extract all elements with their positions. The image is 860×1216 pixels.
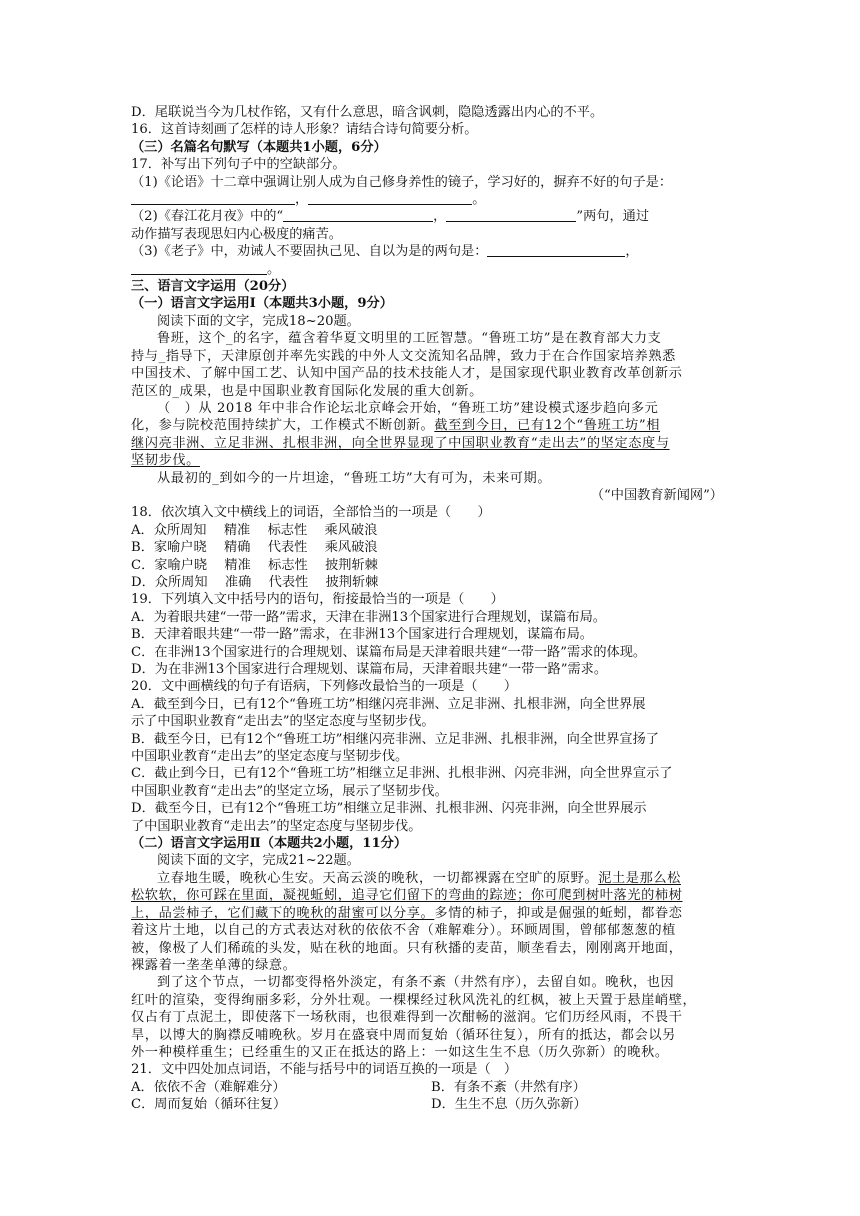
sub-heading-language-use-2: （二）语言文字运用Ⅱ（本题共2小题，11分） bbox=[131, 836, 408, 852]
question-17: 17．补写出下列句子中的空缺部分。 bbox=[131, 157, 346, 173]
q20-option-b-cont[interactable]: 中国职业教育“走出去”的坚定态度与坚韧步伐。 bbox=[131, 749, 409, 765]
underlined-sentence: 泥土是那么松 bbox=[598, 870, 681, 886]
question-16: 16．这首诗刻画了怎样的诗人形象？请结合诗句简要分析。 bbox=[131, 122, 478, 138]
underlined-sentence: 继闪亮非洲、立足非洲、扎根非洲，向全世界显现了中国职业教育“走出去”的坚定态度与 bbox=[131, 435, 670, 451]
question-19: 19．下列填入文中括号内的语句，衔接最恰当的一项是（ ） bbox=[131, 592, 504, 608]
q19-option-a[interactable]: A．为着眼共建“一带一路”需求，天津在非洲13个国家进行合理规划，谋篇布局。 bbox=[131, 609, 606, 625]
q21-option-a[interactable]: A．依依不舍（难解难分） bbox=[131, 1079, 286, 1095]
underlined-sentence: 上，品尝柿子，它们藏下的晚秋的甜蜜可以分享。 bbox=[131, 905, 435, 921]
answer-blank[interactable] bbox=[487, 243, 625, 257]
answer-blank[interactable] bbox=[131, 261, 267, 275]
answer-blank[interactable] bbox=[131, 191, 295, 205]
q15-option-d: D．尾联说当今为几杖作铭，又有什么意思，暗含讽刺，隐隐透露出内心的不平。 bbox=[131, 105, 604, 120]
q20-option-a-cont[interactable]: 示了中国职业教育“走出去”的坚定态度与坚韧步伐。 bbox=[131, 714, 435, 730]
q20-option-c-cont[interactable]: 中国职业教育“走出去”的坚定立场，展示了坚韧步伐。 bbox=[131, 783, 448, 799]
q20-option-a[interactable]: A．截至到今日，已有12个“鲁班工坊”相继闪亮非洲、立足非洲、扎根非洲，向全世界展 bbox=[131, 696, 646, 712]
q17-item-3: （3)《老子》中，劝诫人不要固执己见、自以为是的两句是： ， bbox=[131, 244, 639, 260]
answer-blank[interactable] bbox=[446, 208, 576, 222]
q21-option-d[interactable]: D．生生不息（历久弥新） bbox=[431, 1097, 587, 1113]
q18-option-c[interactable]: C．家喻户晓 精准 标志性 披荆斩棘 bbox=[131, 557, 378, 573]
q17-item-2-cont: 动作描写表现思妇内心极度的痛苦。 bbox=[131, 226, 342, 242]
q21-options-row-2 bbox=[131, 1096, 731, 1113]
q17-item-1-blanks: ， 。 bbox=[131, 191, 731, 208]
q17-item-2: （2)《春江花月夜》中的“ ， ”两句，通过 bbox=[131, 209, 650, 225]
q20-option-d[interactable]: D．截至今日，已有12个“鲁班工坊”相继立足非洲、扎根非洲、闪亮非洲，向全世界展示 bbox=[131, 801, 647, 817]
q18-option-a[interactable]: A．众所周知 精准 标志性 乘风破浪 bbox=[131, 522, 378, 538]
q19-option-d[interactable]: D．为在非洲13个国家进行合理规划、谋篇布局，天津着眼共建“一带一路”需求。 bbox=[131, 662, 608, 677]
passage-late-autumn: 立春地生暖，晚秋心生安。天高云淡的晚秋，一切都裸露在空旷的原野。泥土是那么松 松软软，你可踩在里面，凝视蚯蚓，追寻它们留下的弯曲的踪迹；你可爬到树叶落光的柿树 上，品尝柿子，它们藏下的晚秋的甜蜜可以分享。多情的柿子，抑或是倔强的蚯蚓，都眷恋 着这片土地，以自己的方式表达对秋的依依不舍（难解难分）。环顾周围，曾郁郁葱葱的植 被，像极了人们稀疏的头发，贴在秋的地面。只有秋播的麦苗，顺垄看去，刚刚离开地面， 裸露着一垄垄单薄的绿意。 到了这个节点，一切都变得格外淡定，有条不紊（井然有序），去留自如。晚秋，也因 红叶的渲染，变得绚丽多彩，分外壮观。一棵棵经过秋风洗礼的红枫，被上天置于悬崖峭壁， 仅占有丁点泥土，即使落下一场秋雨，也很难得到一次酣畅的滋润。它们历经风雨，不畏干 旱，以博大的胸襟反哺晚秋。岁月在盛衰中周而复始（循环往复），所有的抵达，都会以另 外一种模样重生；已经重生的又正在抵达的路上：一如这生生不息（历久弥新）的晚秋。 bbox=[131, 870, 731, 1061]
q19-option-c[interactable]: C．在非洲13个国家进行的合理规划、谋篇布局是天津着眼共建“一带一路”需求的体现。 bbox=[131, 644, 647, 660]
answer-blank[interactable] bbox=[308, 191, 472, 205]
q19-option-b[interactable]: B．天津着眼共建“一带一路”需求，在非洲13个国家进行合理规划，谋篇布局。 bbox=[131, 627, 593, 643]
q18-option-b[interactable]: B．家喻户晓 精确 代表性 乘风破浪 bbox=[131, 540, 378, 556]
q21-option-c[interactable]: C．周而复始（循环往复） bbox=[131, 1097, 287, 1113]
underlined-sentence: 坚韧步伐。 bbox=[131, 453, 200, 469]
passage-source: （“中国教育新闻网”） bbox=[590, 487, 723, 503]
q18-option-d[interactable]: D．众所周知 准确 代表性 披荆斩棘 bbox=[131, 574, 379, 590]
underlined-sentence: 截至到今日，已有12个“鲁班工坊”相 bbox=[434, 418, 661, 434]
underlined-sentence: 松软软，你可踩在里面，凝视蚯蚓，追寻它们留下的弯曲的踪迹；你可爬到树叶落光的柿树 bbox=[131, 888, 683, 904]
passage-luban: 鲁班，这个_的名字，蕴含着华夏文明里的工匠智慧。“鲁班工坊”是在教育部大力支 持与_指导下，天津原创并率先实践的中外人文交流知名品牌，致力于在合作国家培养熟悉 中国技术、了解中国工艺、认知中国产品的技术技能人才，是国家现代职业教育改革创新示 范区的_成果，也是中国职业教育国际化发展的重大创新。 （ ）从 2018 年中非合作论坛北京峰会开始，“鲁班工坊”建设模式逐步趋向多元 化，参与院校范围持续扩大，工作模式不断创新。截至到今日，已有12个“鲁班工坊”相 继闪亮非洲、立足非洲、扎根非洲，向全世界显现了中国职业教育“走出去”的坚定态度与 坚韧步伐。 从最初的_到如今的一片坦途，“鲁班工坊”大有可为，未来可期。 bbox=[131, 330, 731, 487]
q21-option-b[interactable]: B．有条不紊（井然有序） bbox=[431, 1079, 586, 1095]
reading-instruction-2: 阅读下面的文字，完成21~22题。 bbox=[157, 853, 360, 869]
question-20: 20．文中画横线的句子有语病，下列修改最恰当的一项是（ ） bbox=[131, 679, 518, 695]
reading-instruction-1: 阅读下面的文字，完成18~20题。 bbox=[157, 313, 360, 329]
answer-blank[interactable] bbox=[283, 208, 433, 222]
q20-option-c[interactable]: C．截止到今日，已有12个“鲁班工坊”相继立足非洲、扎根非洲、闪亮非洲，向全世界宣示了 bbox=[131, 766, 673, 782]
question-21: 21．文中四处加点词语，不能与括号中的词语互换的一项是（ ） bbox=[131, 1062, 518, 1078]
part-heading-language-use: 三、语言文字运用（20分） bbox=[131, 279, 295, 295]
q17-item-1: （1)《论语》十二章中强调让别人成为自己修身养性的镜子，学习好的，摒弃不好的句子是： bbox=[131, 174, 673, 190]
exam-page bbox=[131, 104, 731, 1114]
q17-item-3-blank: 。 bbox=[131, 261, 731, 278]
q21-options-row-1 bbox=[131, 1079, 731, 1096]
sub-heading-language-use-1: （一）语言文字运用Ⅰ（本题共3小题，9分） bbox=[131, 296, 393, 312]
q20-option-d-cont[interactable]: 了中国职业教育“走出去”的坚定态度与坚韧步伐。 bbox=[131, 818, 422, 834]
question-18: 18．依次填入文中横线上的词语，全部恰当的一项是（ ） bbox=[131, 505, 491, 521]
q20-option-b[interactable]: B．截至今日，已有12个“鲁班工坊”相继闪亮非洲、立足非洲、扎根非洲，向全世界宣扬了 bbox=[131, 731, 659, 747]
section-heading-famous-lines: （三）名篇名句默写（本题共1小题，6分） bbox=[131, 139, 387, 155]
